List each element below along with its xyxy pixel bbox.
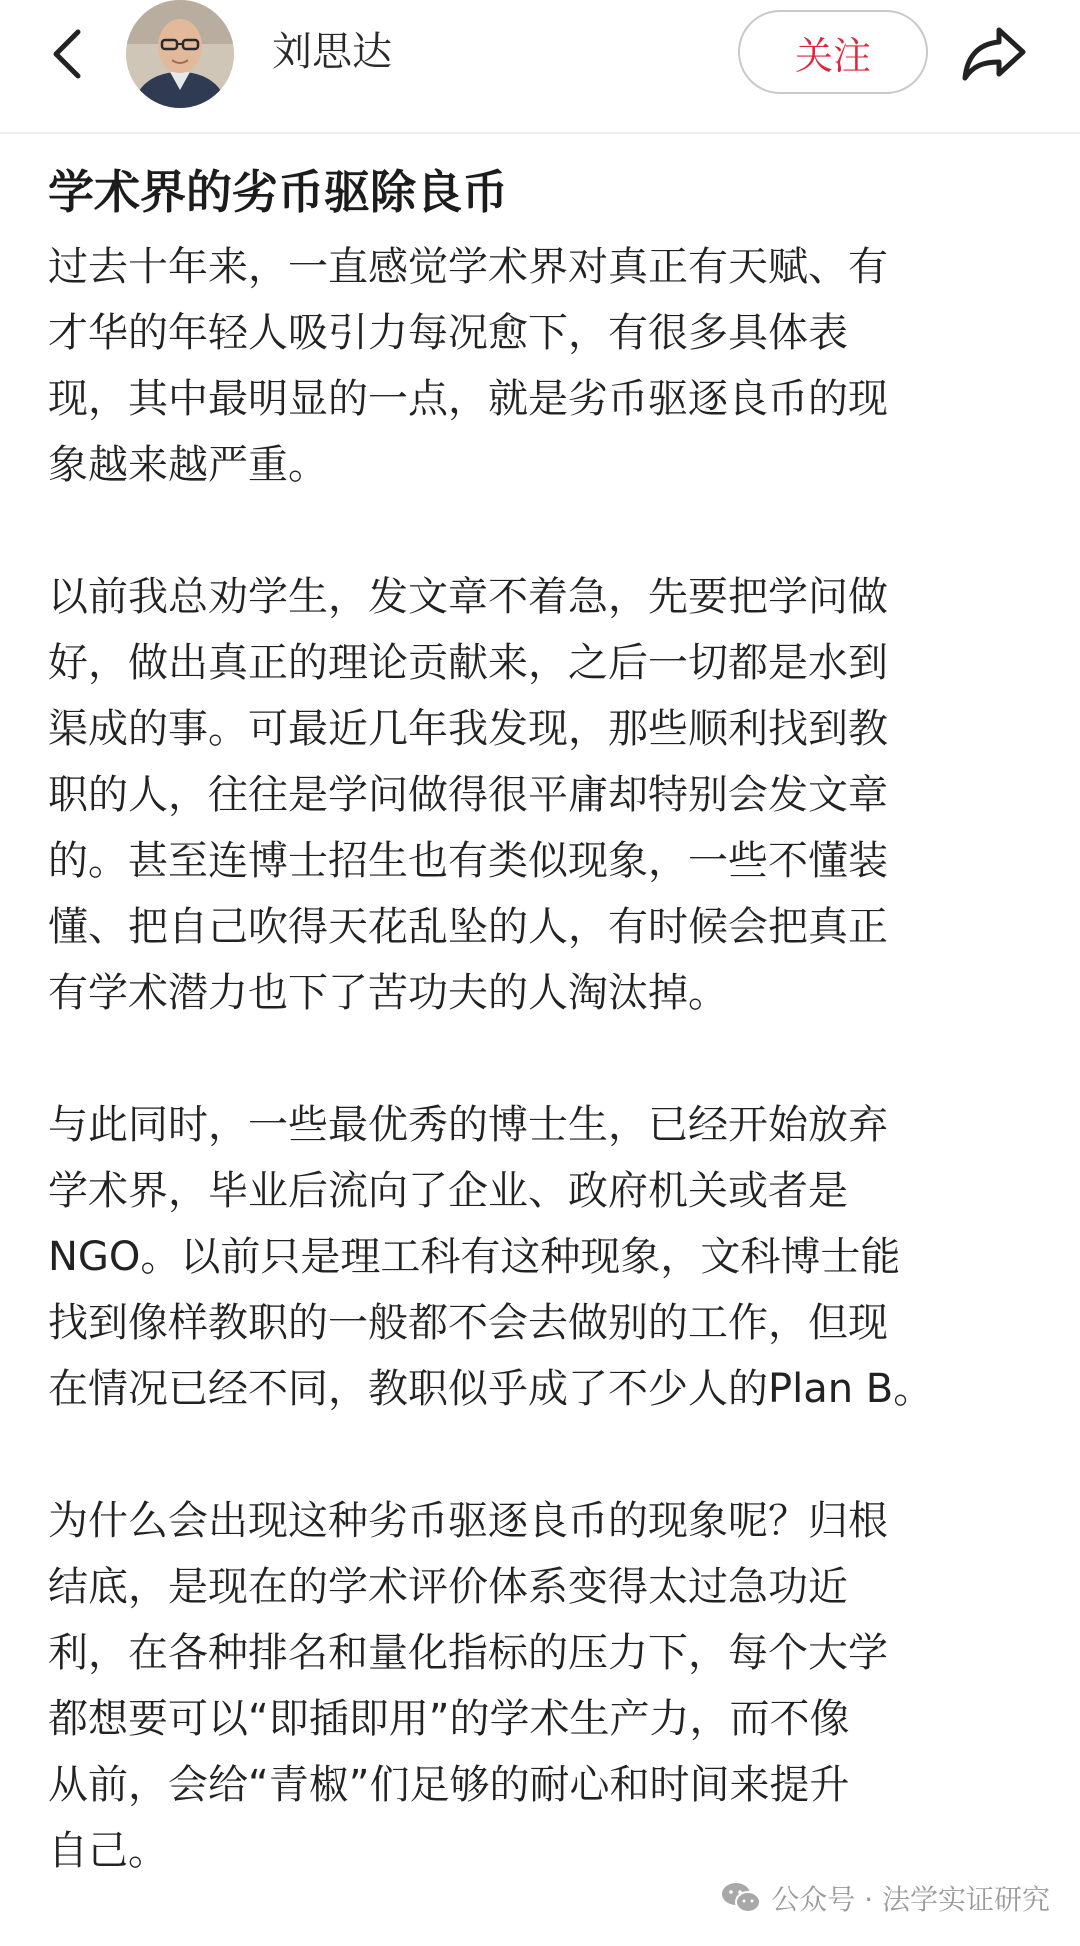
text-line: 的。甚至连博士招生也有类似现象，一些不懂装 [48, 838, 888, 884]
text-line: 有学术潜力也下了苦功夫的人淘汰掉。 [48, 970, 728, 1016]
text-line: 利，在各种排名和量化指标的压力下，每个大学 [48, 1630, 888, 1676]
article-paragraph [48, 564, 1028, 1026]
text-line: 职的人，往往是学问做得很平庸却特别会发文章 [48, 772, 888, 818]
back-button[interactable] [38, 24, 98, 84]
text-line: 都想要可以“即插即用”的学术生产力，而不像 [48, 1696, 850, 1742]
text-line: 好，做出真正的理论贡献来，之后一切都是水到 [48, 640, 888, 686]
follow-button[interactable]: 关注 [738, 10, 928, 94]
text-line: 学术界，毕业后流向了企业、政府机关或者是 [48, 1168, 848, 1214]
article-paragraph [48, 234, 1028, 498]
top-bar [0, 0, 1080, 134]
paragraph-spacer [48, 498, 1028, 564]
text-line: 懂、把自己吹得天花乱坠的人，有时候会把真正 [48, 904, 888, 950]
article-title: 学术界的劣币驱除良币 [48, 165, 508, 219]
article-body [48, 150, 1028, 1884]
text-line: 渠成的事。可最近几年我发现，那些顺利找到教 [48, 706, 888, 752]
author-avatar[interactable] [126, 0, 234, 108]
paragraph-spacer [48, 1026, 1028, 1092]
watermark [721, 1878, 1050, 1918]
text-line: 与此同时，一些最优秀的博士生，已经开始放弃 [48, 1102, 888, 1148]
text-line: 找到像样教职的一般都不会去做别的工作，但现 [48, 1300, 888, 1346]
text-line: 象越来越严重。 [48, 442, 328, 488]
article-paragraph [48, 1092, 1028, 1422]
text-line: 在情况已经不同，教职似乎成了不少人的Plan B。 [48, 1366, 934, 1412]
chevron-left-icon [48, 26, 88, 82]
author-name[interactable]: 刘思达 [272, 29, 392, 75]
text-line: 以前我总劝学生，发文章不着急，先要把学问做 [48, 574, 888, 620]
article-paragraph [48, 1488, 1028, 1884]
watermark-text: 公众号 · 法学实证研究 [771, 1883, 1050, 1916]
text-line: 才华的年轻人吸引力每况愈下，有很多具体表 [48, 310, 848, 356]
share-arrow-icon [961, 24, 1027, 84]
avatar-portrait-image [126, 0, 234, 108]
text-line: 结底，是现在的学术评价体系变得太过急功近 [48, 1564, 848, 1610]
wechat-icon [721, 1881, 761, 1915]
text-line: 自己。 [48, 1828, 168, 1874]
text-line: NGO。以前只是理工科有这种现象，文科博士能 [48, 1234, 901, 1280]
paragraph-spacer [48, 1422, 1028, 1488]
text-line: 为什么会出现这种劣币驱逐良币的现象呢？归根 [48, 1498, 888, 1544]
text-line: 过去十年来，一直感觉学术界对真正有天赋、有 [48, 244, 888, 290]
text-line: 现，其中最明显的一点，就是劣币驱逐良币的现 [48, 376, 888, 422]
share-button[interactable] [958, 18, 1030, 90]
text-line: 从前，会给“青椒”们足够的耐心和时间来提升 [48, 1762, 850, 1808]
